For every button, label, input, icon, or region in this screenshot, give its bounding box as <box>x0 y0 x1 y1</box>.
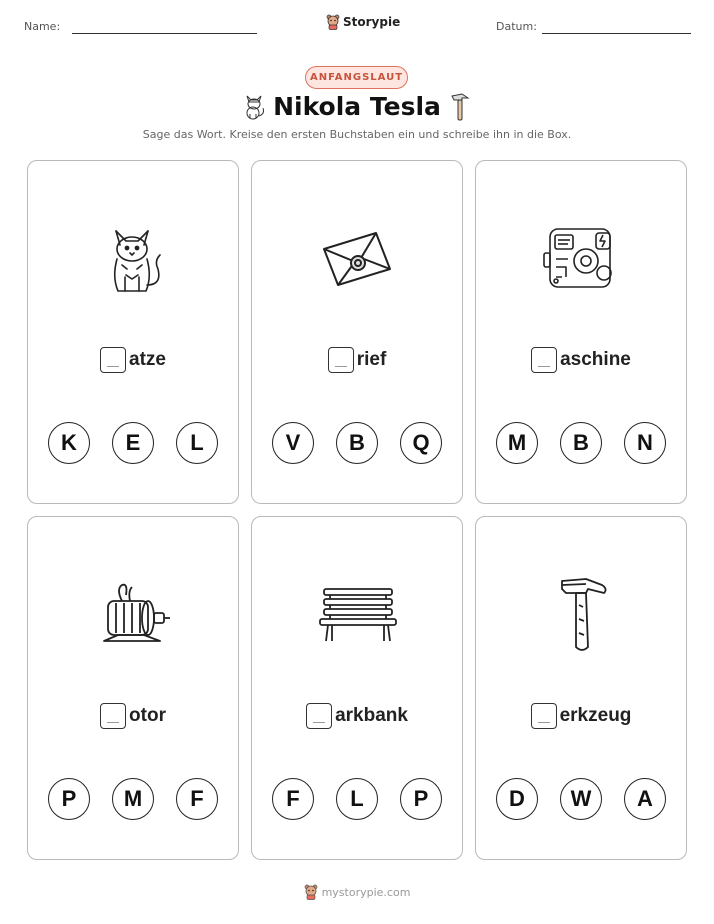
brand-name: Storypie <box>343 15 401 29</box>
footer-link[interactable]: mystorypie.com <box>321 885 411 899</box>
letter-choice[interactable]: F <box>176 778 218 820</box>
card-brief <box>251 160 463 504</box>
name-line[interactable] <box>72 33 257 34</box>
answer-box[interactable] <box>328 347 354 373</box>
card-werkzeug <box>475 516 687 860</box>
cat-icon <box>94 219 174 299</box>
storypie-bear-logo-icon <box>304 884 318 900</box>
park-bench-icon <box>318 575 398 655</box>
word-row <box>28 703 238 729</box>
letter-choice[interactable]: W <box>560 778 602 820</box>
storypie-bear-logo-icon <box>326 14 340 30</box>
card-maschine <box>475 160 687 504</box>
letter-choice[interactable]: D <box>496 778 538 820</box>
date-line[interactable] <box>542 33 691 34</box>
letter-choice[interactable]: B <box>560 422 602 464</box>
word-row <box>28 347 238 373</box>
letter-choice[interactable]: V <box>272 422 314 464</box>
brand-logo <box>326 14 400 30</box>
word-row <box>476 703 686 729</box>
footer <box>0 884 714 900</box>
date-label: Datum: <box>496 20 537 33</box>
letter-choice[interactable]: L <box>176 422 218 464</box>
answer-box[interactable] <box>100 347 126 373</box>
letter-choice[interactable]: P <box>48 778 90 820</box>
word-rest: erkzeug <box>559 705 632 726</box>
answer-box[interactable] <box>100 703 126 729</box>
answer-box[interactable] <box>531 703 557 729</box>
letter-choice[interactable]: L <box>336 778 378 820</box>
card-katze <box>27 160 239 504</box>
answer-box[interactable] <box>306 703 332 729</box>
word-rest: arkbank <box>335 705 408 726</box>
letter-choice[interactable]: A <box>624 778 666 820</box>
envelope-icon <box>318 219 398 299</box>
word-row <box>252 703 462 729</box>
word-row <box>476 347 686 373</box>
word-rest: otor <box>129 705 166 726</box>
card-motor <box>27 516 239 860</box>
letter-choice[interactable]: M <box>496 422 538 464</box>
hammer-icon <box>542 575 622 655</box>
letter-choice[interactable]: K <box>48 422 90 464</box>
letter-choice[interactable]: E <box>112 422 154 464</box>
instruction-text: Sage das Wort. Kreise den ersten Buchstaben ein und schreibe ihn in die Box. <box>142 128 572 141</box>
word-rest: atze <box>129 349 166 370</box>
card-parkbank <box>251 516 463 860</box>
letter-choice[interactable]: P <box>400 778 442 820</box>
motor-icon <box>94 575 174 655</box>
topic-badge: ANFANGSLAUT <box>305 66 408 89</box>
word-rest: rief <box>356 349 387 370</box>
letter-choice[interactable]: B <box>336 422 378 464</box>
page-title: Nikola Tesla <box>273 92 441 121</box>
hammer-icon <box>450 92 470 122</box>
letter-choice[interactable]: F <box>272 778 314 820</box>
letter-choice[interactable]: N <box>624 422 666 464</box>
letter-choice[interactable]: Q <box>400 422 442 464</box>
letter-choice[interactable]: M <box>112 778 154 820</box>
name-label: Name: <box>24 20 61 33</box>
machine-icon <box>542 219 622 299</box>
answer-box[interactable] <box>531 347 557 373</box>
word-row <box>252 347 462 373</box>
word-rest: aschine <box>560 349 631 370</box>
